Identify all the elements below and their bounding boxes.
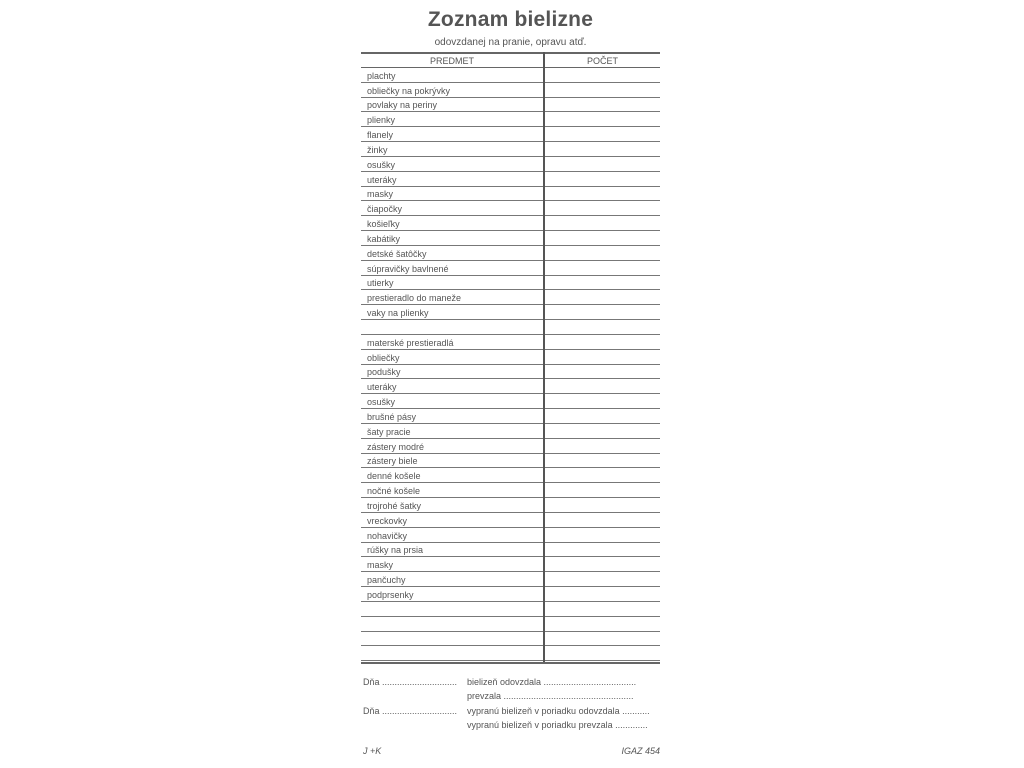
item-label: osušky	[367, 397, 396, 408]
received-signature[interactable]: prevzala ....................................................	[467, 691, 634, 701]
count-cell[interactable]	[547, 424, 660, 438]
item-label: trojrohé šatky	[367, 500, 422, 511]
item-label: brušné pásy	[367, 411, 417, 422]
table-row	[361, 350, 660, 365]
item-label: podprsenky	[367, 589, 414, 600]
count-cell[interactable]	[547, 127, 660, 141]
item-label: košieľky	[367, 219, 400, 230]
count-cell[interactable]	[547, 513, 660, 527]
laundry-form	[361, 0, 660, 768]
table-row	[361, 276, 660, 291]
count-cell[interactable]	[547, 646, 660, 660]
item-label: šaty pracie	[367, 426, 411, 437]
count-cell[interactable]	[547, 231, 660, 245]
count-cell[interactable]	[547, 112, 660, 126]
count-cell[interactable]	[547, 602, 660, 616]
washed-received-signature[interactable]: vypranú bielizeň v poriadku prevzala .............	[467, 720, 648, 730]
count-cell[interactable]	[547, 468, 660, 482]
item-label: detské šatôčky	[367, 248, 427, 259]
item-label: obliečky na pokrývky	[367, 85, 451, 96]
count-cell[interactable]	[547, 98, 660, 112]
date-field-1[interactable]: Dňa ..............................	[363, 677, 458, 687]
table-row	[361, 157, 660, 172]
item-label: masky	[367, 189, 394, 200]
item-label: súpravičky bavlnené	[367, 263, 449, 274]
table-row	[361, 98, 660, 113]
item-label: vaky na plienky	[367, 308, 429, 319]
item-label: prestieradlo do maneže	[367, 293, 462, 304]
item-label: povlaky na periny	[367, 100, 438, 111]
table-row	[361, 172, 660, 187]
item-label: podušky	[367, 367, 401, 378]
table-row	[361, 498, 660, 513]
count-cell[interactable]	[547, 379, 660, 393]
item-label: plachty	[367, 70, 396, 81]
item-label: obliečky	[367, 352, 400, 363]
washed-handed-over-signature[interactable]: vypranú bielizeň v poriadku odovzdala ...........	[467, 706, 650, 716]
table-row	[361, 632, 660, 647]
count-cell[interactable]	[547, 439, 660, 453]
count-cell[interactable]	[547, 246, 660, 260]
count-cell[interactable]	[547, 305, 660, 319]
table-bottom-border	[361, 662, 660, 664]
table-row	[361, 83, 660, 98]
table-row	[361, 424, 660, 439]
count-cell[interactable]	[547, 157, 660, 171]
count-cell[interactable]	[547, 335, 660, 349]
item-label: uteráky	[367, 174, 397, 185]
count-cell[interactable]	[547, 498, 660, 512]
table-row	[361, 602, 660, 617]
table-row	[361, 557, 660, 572]
table-row	[361, 528, 660, 543]
table-row	[361, 394, 660, 409]
count-cell[interactable]	[547, 276, 660, 290]
count-cell[interactable]	[547, 617, 660, 631]
item-label: pančuchy	[367, 575, 406, 586]
table-row	[361, 216, 660, 231]
item-label: utierky	[367, 278, 394, 289]
table-row	[361, 68, 660, 83]
column-divider	[543, 52, 545, 662]
table-row	[361, 187, 660, 202]
count-cell[interactable]	[547, 394, 660, 408]
table-row	[361, 112, 660, 127]
count-cell[interactable]	[547, 216, 660, 230]
count-cell[interactable]	[547, 187, 660, 201]
table-row	[361, 127, 660, 142]
count-cell[interactable]	[547, 261, 660, 275]
footer-right: IGAZ 454	[621, 746, 660, 756]
count-cell[interactable]	[547, 365, 660, 379]
table-row	[361, 409, 660, 424]
count-cell[interactable]	[547, 572, 660, 586]
item-label: zástery modré	[367, 441, 425, 452]
count-cell[interactable]	[547, 543, 660, 557]
table-row	[361, 617, 660, 632]
table-row	[361, 587, 660, 602]
item-label: čiapočky	[367, 204, 403, 215]
item-label: zástery biele	[367, 456, 418, 467]
table-row	[361, 261, 660, 276]
form-subtitle: odovzdanej na pranie, opravu atď.	[434, 37, 587, 48]
table-row	[361, 320, 660, 335]
count-cell[interactable]	[547, 68, 660, 82]
item-label: žinky	[367, 144, 388, 155]
item-label: denné košele	[367, 471, 421, 482]
count-cell[interactable]	[547, 201, 660, 215]
count-cell[interactable]	[547, 557, 660, 571]
count-cell[interactable]	[547, 320, 660, 334]
item-label: flanely	[367, 130, 394, 141]
table-row	[361, 365, 660, 380]
item-label: kabátiky	[367, 233, 401, 244]
table-row	[361, 454, 660, 469]
column-header-item: PREDMET	[429, 56, 474, 66]
item-label: nočné košele	[367, 486, 421, 497]
item-label: rúšky na prsia	[367, 545, 424, 556]
item-label: osušky	[367, 159, 396, 170]
table-row	[361, 646, 660, 661]
count-cell[interactable]	[547, 409, 660, 423]
date-field-2[interactable]: Dňa ..............................	[363, 706, 458, 716]
count-cell[interactable]	[547, 528, 660, 542]
table-row	[361, 246, 660, 261]
count-cell[interactable]	[547, 172, 660, 186]
table-row	[361, 305, 660, 320]
item-label: uteráky	[367, 382, 397, 393]
table-row	[361, 468, 660, 483]
handed-over-signature[interactable]: bielizeň odovzdala .....................................	[467, 677, 637, 687]
count-cell[interactable]	[547, 83, 660, 97]
table-row	[361, 231, 660, 246]
count-cell[interactable]	[547, 142, 660, 156]
count-cell[interactable]	[547, 632, 660, 646]
count-cell[interactable]	[547, 454, 660, 468]
item-label: vreckovky	[367, 515, 408, 526]
table-row	[361, 483, 660, 498]
count-cell[interactable]	[547, 350, 660, 364]
footer-left: J +K	[363, 746, 382, 756]
table-row	[361, 572, 660, 587]
item-label: plienky	[367, 115, 396, 126]
count-cell[interactable]	[547, 483, 660, 497]
item-label: masky	[367, 560, 394, 571]
table-row	[361, 142, 660, 157]
form-title: Zoznam bielizne	[427, 8, 594, 31]
item-label: nohavičky	[367, 530, 408, 541]
count-cell[interactable]	[547, 290, 660, 304]
table-row	[361, 379, 660, 394]
table-row	[361, 290, 660, 305]
table-top-border	[361, 52, 660, 54]
table-row	[361, 513, 660, 528]
table-row	[361, 543, 660, 558]
table-row	[361, 335, 660, 350]
item-label: materské prestieradlá	[367, 337, 454, 348]
table-row	[361, 439, 660, 454]
table-row	[361, 201, 660, 216]
column-header-count: POČET	[586, 56, 618, 66]
count-cell[interactable]	[547, 587, 660, 601]
